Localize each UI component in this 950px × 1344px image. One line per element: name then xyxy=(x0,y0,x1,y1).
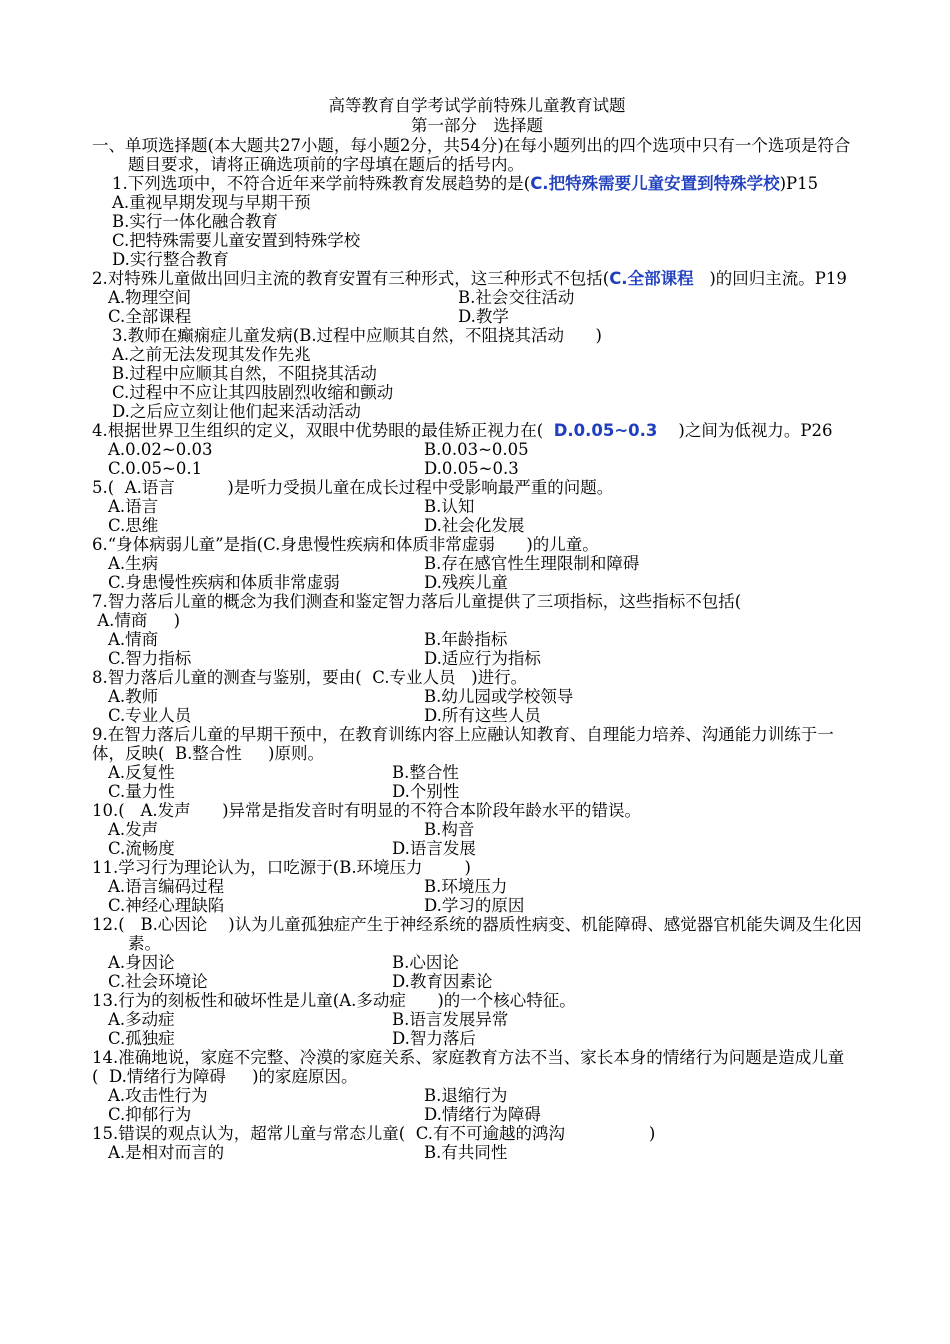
question-stem: 8.智力落后儿童的测查与鉴别，要由( xyxy=(92,668,362,687)
question-stem-end: )的家庭原因。 xyxy=(252,1067,358,1086)
question-stem: 5.( xyxy=(92,478,115,497)
option-a: A.反复性 xyxy=(108,763,175,782)
question-stem-end: )之间为低视力。P26 xyxy=(678,421,833,440)
question-5 xyxy=(92,478,862,497)
question-6 xyxy=(92,535,862,554)
option-a: A.多动症 xyxy=(108,1010,175,1029)
answer: A.情商 xyxy=(97,611,148,630)
options-row-ab xyxy=(92,288,862,307)
question-stem: 15.错误的观点认为，超常儿童与常态儿童( xyxy=(92,1124,406,1143)
question-stem-end: ) xyxy=(173,611,181,630)
answer: C.有不可逾越的鸿沟 xyxy=(415,1124,565,1143)
question-stem-end: )的儿童。 xyxy=(526,535,599,554)
options-row-cd xyxy=(92,307,862,326)
options-row-cd xyxy=(92,1029,862,1048)
option-d: D.0.05~0.3 xyxy=(424,459,519,478)
option-a: A.是相对而言的 xyxy=(108,1143,225,1162)
answer: A.多动症 xyxy=(339,991,406,1010)
option-a: A.生病 xyxy=(108,554,159,573)
answer: C.身患慢性疾病和体质非常虚弱 xyxy=(263,535,495,554)
option-b: B.有共同性 xyxy=(424,1143,508,1162)
answer: B.过程中应顺其自然，不阻挠其活动 xyxy=(299,326,565,345)
option-c: C.神经心理缺陷 xyxy=(108,896,225,915)
question-stem: 3.教师在癫痫症儿童发病( xyxy=(112,326,300,345)
option-a: A.情商 xyxy=(108,630,159,649)
question-13 xyxy=(92,991,862,1010)
option-c: C.专业人员 xyxy=(108,706,192,725)
option-d: D.适应行为指标 xyxy=(424,649,541,668)
answer: C.专业人员 xyxy=(372,668,456,687)
options-row-ab xyxy=(92,763,862,782)
options-row-cd xyxy=(92,706,862,725)
option-a: A.攻击性行为 xyxy=(108,1086,208,1105)
option-b: B.存在感官性生理限制和障碍 xyxy=(424,554,640,573)
exam-page xyxy=(92,96,862,1162)
question-14 xyxy=(92,1048,862,1086)
option-a: A.身因论 xyxy=(108,953,175,972)
question-2 xyxy=(92,269,862,288)
answer: C.把特殊需要儿童安置到特殊学校 xyxy=(530,174,780,193)
option-b: B.0.03~0.05 xyxy=(424,440,529,459)
option-c: C.社会环境论 xyxy=(108,972,208,991)
option-c: C.全部课程 xyxy=(108,307,192,326)
option-b: B.实行一体化融合教育 xyxy=(112,212,278,231)
question-8 xyxy=(92,668,862,687)
answer: C.全部课程 xyxy=(609,269,694,288)
question-stem-end: )的一个核心特征。 xyxy=(437,991,576,1010)
question-stem: 10.( xyxy=(92,801,125,820)
answer: A.语言 xyxy=(124,478,175,497)
options-row-cd xyxy=(92,782,862,801)
option-b: B.心因论 xyxy=(392,953,459,972)
option-c: C.思维 xyxy=(108,516,159,535)
options-row-cd xyxy=(92,896,862,915)
section-instructions: 一、单项选择题(本大题共27小题，每小题2分，共54分)在每小题列出的四个选项中只有一个选项是符合题目要求，请将正确选项前的字母填在题后的括号内。 xyxy=(92,136,851,174)
answer: B.环境压力 xyxy=(339,858,423,877)
option-c: C.身患慢性疾病和体质非常虚弱 xyxy=(108,573,340,592)
question-9 xyxy=(92,725,862,763)
option-d: D.个别性 xyxy=(392,782,460,801)
option-b: B.幼儿园或学校领导 xyxy=(424,687,574,706)
options-row-ab xyxy=(92,630,862,649)
options-row-cd xyxy=(92,459,862,478)
option-d: D.情绪行为障碍 xyxy=(424,1105,541,1124)
question-stem-end: )P15 xyxy=(779,174,819,193)
option-a: A.语言编码过程 xyxy=(108,877,225,896)
options-row-ab xyxy=(92,877,862,896)
options-row-ab xyxy=(92,1143,862,1162)
options-row-ab xyxy=(92,1010,862,1029)
question-stem: 4.根据世界卫生组织的定义，双眼中优势眼的最佳矫正视力在( xyxy=(92,421,544,440)
option-c: C.过程中不应让其四肢剧烈收缩和颤动 xyxy=(112,383,394,402)
option-c: C.流畅度 xyxy=(108,839,175,858)
option-a: A.之前无法发现其发作先兆 xyxy=(112,345,311,364)
question-stem-end: )异常是指发音时有明显的不符合本阶段年龄水平的错误。 xyxy=(222,801,642,820)
question-stem-end: )的回归主流。P19 xyxy=(709,269,847,288)
answer: D.0.05~0.3 xyxy=(553,421,658,440)
option-d: D.语言发展 xyxy=(392,839,476,858)
question-stem: 2.对特殊儿童做出回归主流的教育安置有三种形式，这三种形式不包括( xyxy=(92,269,610,288)
option-b: B.过程中应顺其自然，不阻挠其活动 xyxy=(112,364,377,383)
option-d: D.所有这些人员 xyxy=(424,706,541,725)
question-stem: 11.学习行为理论认为，口吃源于( xyxy=(92,858,340,877)
option-d: D.教育因素论 xyxy=(392,972,493,991)
options-row-ab xyxy=(92,1086,862,1105)
option-b: B.构音 xyxy=(424,820,475,839)
question-7 xyxy=(92,592,862,630)
question-3 xyxy=(92,326,862,345)
option-c: C.把特殊需要儿童安置到特殊学校 xyxy=(112,231,361,250)
question-15 xyxy=(92,1124,862,1143)
question-stem: 14.准确地说，家庭不完整、冷漠的家庭关系、家庭教育方法不当、家长本身的情绪行为问题是造成儿童( xyxy=(92,1048,845,1086)
question-1 xyxy=(92,174,862,193)
question-10 xyxy=(92,801,862,820)
question-stem-end: )原则。 xyxy=(268,744,324,763)
option-d: D.学习的原因 xyxy=(424,896,525,915)
options-row-cd xyxy=(92,1105,862,1124)
question-stem-end: ) xyxy=(595,326,602,345)
options-row-cd xyxy=(92,516,862,535)
option-b: B.社会交往活动 xyxy=(458,288,575,307)
question-stem: 7.智力落后儿童的概念为我们测查和鉴定智力落后儿童提供了三项指标，这些指标不包括( xyxy=(92,592,742,611)
question-stem-end: )进行。 xyxy=(471,668,528,687)
option-d: D.之后应立刻让他们起来活动活动 xyxy=(112,402,361,421)
options-row-ab xyxy=(92,687,862,706)
option-a: A.教师 xyxy=(108,687,159,706)
option-a: A.发声 xyxy=(108,820,159,839)
option-d: D.实行整合教育 xyxy=(112,250,229,269)
question-stem: 9.在智力落后儿童的早期干预中，在教育训练内容上应融认知教育、自理能力培养、沟通能力训练于一体，反映( xyxy=(92,725,834,763)
answer: B.心因论 xyxy=(140,915,208,934)
options-row-ab xyxy=(92,554,862,573)
option-c: C.0.05~0.1 xyxy=(108,459,203,478)
option-b: B.年龄指标 xyxy=(424,630,508,649)
answer: B.整合性 xyxy=(174,744,242,763)
option-c: C.孤独症 xyxy=(108,1029,175,1048)
option-a: A.0.02~0.03 xyxy=(108,440,213,459)
option-d: D.残疾儿童 xyxy=(424,573,508,592)
option-b: B.环境压力 xyxy=(424,877,508,896)
options-row-cd xyxy=(92,649,862,668)
option-b: B.整合性 xyxy=(392,763,459,782)
part-heading: 第一部分 选择题 xyxy=(411,116,543,135)
question-11 xyxy=(92,858,862,877)
option-c: C.抑郁行为 xyxy=(108,1105,192,1124)
options-row-ab xyxy=(92,440,862,459)
question-stem-end: ) xyxy=(648,1124,656,1143)
exam-title: 高等教育自学考试学前特殊儿童教育试题 xyxy=(328,96,626,115)
question-stem: 6.“身体病弱儿童”是指( xyxy=(92,535,264,554)
option-d: D.教学 xyxy=(458,307,509,326)
option-a: A.语言 xyxy=(108,497,159,516)
question-stem: 12.( xyxy=(92,915,125,934)
question-4 xyxy=(92,421,862,440)
option-a: A.物理空间 xyxy=(108,288,192,307)
option-b: B.语言发展异常 xyxy=(392,1010,509,1029)
options-row-cd xyxy=(92,839,862,858)
question-stem-end: ) xyxy=(464,858,471,877)
options-row-ab xyxy=(92,497,862,516)
option-d: D.社会化发展 xyxy=(424,516,525,535)
options-row-ab xyxy=(92,953,862,972)
option-d: D.智力落后 xyxy=(392,1029,476,1048)
question-stem: 1.下列选项中，不符合近年来学前特殊教育发展趋势的是( xyxy=(112,174,531,193)
question-stem: 13.行为的刻板性和破坏性是儿童( xyxy=(92,991,340,1010)
question-stem-end: )是听力受损儿童在成长过程中受影响最严重的问题。 xyxy=(227,478,614,497)
answer: A.发声 xyxy=(140,801,191,820)
option-a: A.重视早期发现与早期干预 xyxy=(112,193,311,212)
question-stem-end: )认为儿童孤独症产生于神经系统的器质性病变、机能障碍、感觉器官机能失调及生化因素。 xyxy=(128,915,862,953)
question-12 xyxy=(92,915,862,953)
option-b: B.认知 xyxy=(424,497,475,516)
options-row-ab xyxy=(92,820,862,839)
option-c: C.智力指标 xyxy=(108,649,192,668)
options-row-cd xyxy=(92,972,862,991)
option-c: C.量力性 xyxy=(108,782,175,801)
options-row-cd xyxy=(92,573,862,592)
answer: D.情绪行为障碍 xyxy=(108,1067,226,1086)
option-b: B.退缩行为 xyxy=(424,1086,508,1105)
